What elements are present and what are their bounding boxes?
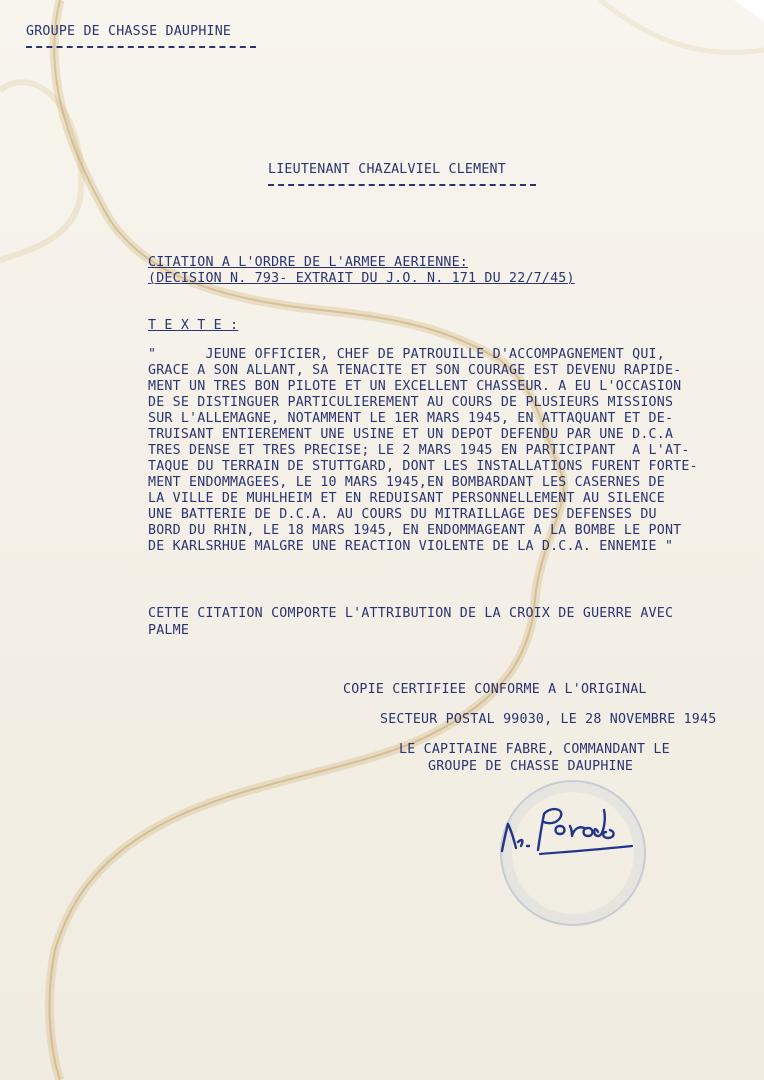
folded-corner xyxy=(734,0,764,22)
text-line: MENT UN TRES BON PILOTE ET UN EXCELLENT CHASSEUR. A EU L'OCCASION xyxy=(148,379,682,394)
signatory-title: LE CAPITAINE FABRE, COMMANDANT LE xyxy=(399,742,670,757)
handwritten-signature xyxy=(494,796,644,866)
text-line: TRUISANT ENTIEREMENT UNE USINE ET UN DEPOT DEFENDU PAR UNE D.C.A xyxy=(148,427,674,442)
text-line: DE SE DISTINGUER PARTICULIEREMENT AU COURS DE PLUSIEURS MISSIONS xyxy=(148,395,674,410)
attribution-line: CETTE CITATION COMPORTE L'ATTRIBUTION DE LA CROIX DE GUERRE AVEC xyxy=(148,606,674,621)
text-line: TRES DENSE ET TRES PRECISE; LE 2 MARS 1945 EN PARTICIPANT A L'AT- xyxy=(148,443,690,458)
officer-name: LIEUTENANT CHAZALVIEL CLEMENT xyxy=(268,162,506,177)
decision-reference: (DECISION N. 793- EXTRAIT DU J.O. N. 171 DU 22/7/45) xyxy=(148,271,575,286)
citation-heading: CITATION A L'ORDRE DE L'ARMEE AERIENNE: xyxy=(148,255,469,270)
header-underline xyxy=(26,46,256,48)
text-line: DE KARLSRHUE MALGRE UNE REACTION VIOLENTE DE LA D.C.A. ENNEMIE " xyxy=(148,539,674,554)
text-line: " JEUNE OFFICIER, CHEF DE PATROUILLE D'ACCOMPAGNEMENT QUI, xyxy=(148,347,665,362)
name-underline xyxy=(268,184,536,186)
certified-copy: COPIE CERTIFIEE CONFORME A L'ORIGINAL xyxy=(343,682,647,697)
text-line: LA VILLE DE MUHLHEIM ET EN REDUISANT PERSONNELLEMENT AU SILENCE xyxy=(148,491,665,506)
text-line: GRACE A SON ALLANT, SA TENACITE ET SON COURAGE EST DEVENU RAPIDE- xyxy=(148,363,682,378)
text-line: SUR L'ALLEMAGNE, NOTAMMENT LE 1ER MARS 1945, EN ATTAQUANT ET DE- xyxy=(148,411,674,426)
place-date: SECTEUR POSTAL 99030, LE 28 NOVEMBRE 1945 xyxy=(380,712,717,727)
text-line: TAQUE DU TERRAIN DE STUTTGARD, DONT LES INSTALLATIONS FURENT FORTE- xyxy=(148,459,698,474)
attribution-line: PALME xyxy=(148,623,190,638)
texte-label: T E X T E : xyxy=(148,318,239,333)
text-line: BORD DU RHIN, LE 18 MARS 1945, EN ENDOMMAGEANT A LA BOMBE LE PONT xyxy=(148,523,682,538)
text-line: UNE BATTERIE DE D.C.A. AU COURS DU MITRAILLAGE DES DEFENSES DU xyxy=(148,507,657,522)
unit-header: GROUPE DE CHASSE DAUPHINE xyxy=(26,24,232,39)
text-line: MENT ENDOMMAGEES, LE 10 MARS 1945,EN BOMBARDANT LES CASERNES DE xyxy=(148,475,665,490)
signatory-unit: GROUPE DE CHASSE DAUPHINE xyxy=(428,759,634,774)
